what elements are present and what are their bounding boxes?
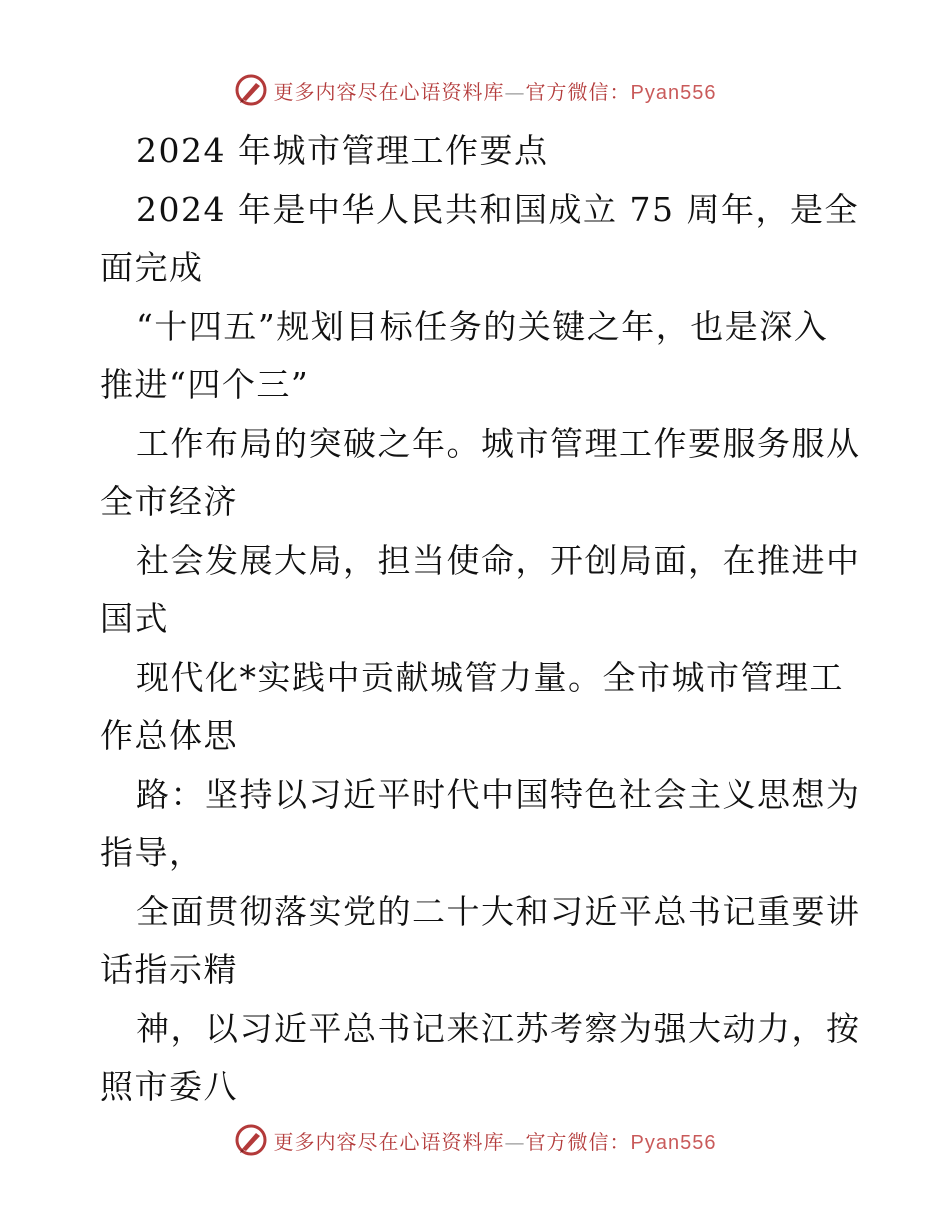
text-line: 2024 年是中华人民共和国成立 75 周年，是全 (136, 189, 859, 229)
text-line: 全市经济 (100, 482, 238, 521)
text-line: “十四五”规划目标任务的关键之年，也是深入 (136, 306, 829, 346)
text-line: 社会发展大局，担当使命，开创局面，在推进中 (136, 540, 861, 580)
text-line: 路：坚持以习近平时代中国特色社会主义思想为 (136, 774, 861, 814)
text-line: 现代化*实践中贡献城管力量。全市城市管理工 (136, 657, 844, 697)
text-line: 指导， (100, 833, 204, 872)
watermark-separator: — (504, 1129, 526, 1154)
text-line: 推进“四个三” (100, 365, 310, 404)
watermark-main-text: 更多内容尽在心语资料库 (273, 79, 505, 104)
text-line: 神，以习近平总书记来江苏考察为强大动力，按 (136, 1008, 861, 1048)
watermark-text (274, 1126, 717, 1155)
document-body (100, 122, 860, 1117)
pen-circle-logo-icon (234, 1123, 268, 1157)
header-watermark (0, 70, 950, 110)
watermark-wechat-id: Pyan556 (630, 1131, 717, 1154)
watermark-contact-text: 官方微信： (525, 1129, 631, 1154)
text-line: 作总体思 (100, 716, 238, 755)
text-line: 国式 (100, 599, 169, 638)
watermark-contact-text: 官方微信： (525, 79, 631, 104)
text-line: 全面贯彻落实党的二十大和习近平总书记重要讲 (136, 891, 861, 931)
watermark-text (274, 76, 717, 105)
text-line: 工作布局的突破之年。城市管理工作要服务服从 (136, 423, 861, 463)
watermark-main-text: 更多内容尽在心语资料库 (273, 1129, 505, 1154)
text-line: 照市委八 (100, 1067, 238, 1106)
footer-watermark (0, 1120, 950, 1160)
text-line: 面完成 (100, 248, 204, 287)
document-title: 2024 年城市管理工作要点 (136, 131, 549, 170)
watermark-separator: — (504, 79, 526, 104)
text-line: 话指示精 (100, 950, 238, 989)
watermark-wechat-id: Pyan556 (630, 81, 717, 104)
pen-circle-logo-icon (234, 73, 268, 107)
